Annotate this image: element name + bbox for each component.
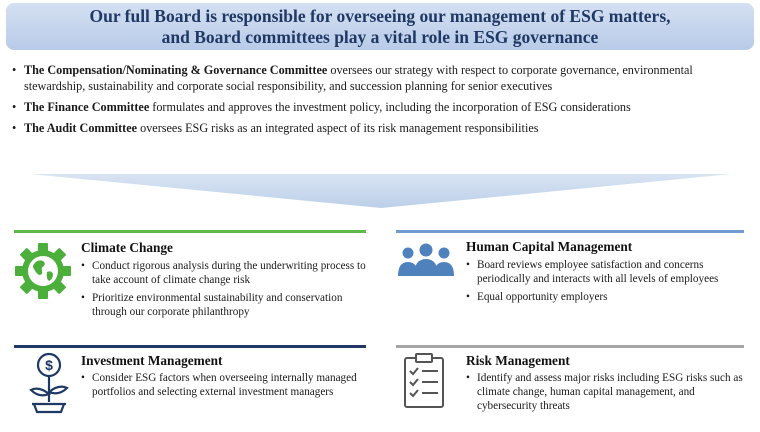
money-plant-icon (26, 352, 72, 414)
list-item: • Board reviews employee satisfaction and concerns periodically and interacts with all levels of employees (466, 258, 744, 286)
committee-description: formulates and approves the investment policy, including the incorporation of ESG considerations (149, 100, 631, 114)
svg-text:$: $ (45, 357, 53, 373)
panel-bullet-list (466, 371, 744, 417)
investment-management-panel (14, 345, 366, 430)
climate-change-panel (14, 230, 366, 330)
committee-description: oversees our strategy with respect to corporate governance, environmental stewardship, sustainability and corporate social responsibility, and succession planning for senior executives (24, 63, 693, 93)
panel-title: Climate Change (81, 240, 173, 255)
committee-list (10, 62, 755, 141)
panel-bullet-list (81, 371, 366, 403)
human-capital-panel (396, 230, 744, 330)
checklist-icon (402, 352, 446, 410)
panel-title: Risk Management (466, 353, 570, 368)
chevron-down-icon (30, 174, 732, 208)
panel-bullet-list (81, 259, 366, 323)
panel-bullet-list (466, 258, 744, 308)
header-banner (6, 3, 754, 50)
committee-description: oversees ESG risks as an integrated aspect of its risk management responsibilities (137, 121, 539, 135)
committee-name: The Finance Committee (24, 100, 150, 114)
committee-name: The Compensation/Nominating & Governance Committee (24, 63, 328, 77)
banner-line-2: and Board committees play a vital role in ESG governance (161, 27, 599, 47)
list-item: • Prioritize environmental sustainability and conservation through our corporate philanthropy (81, 291, 366, 319)
list-item: • Equal opportunity employers (466, 290, 744, 304)
panel-title: Investment Management (81, 353, 223, 368)
list-item: • Conduct rigorous analysis during the underwriting process to take account of climate change risk (81, 259, 366, 287)
panel-divider (14, 230, 366, 233)
people-group-icon (396, 240, 456, 280)
committee-item (10, 62, 755, 94)
risk-management-panel (396, 345, 744, 430)
panel-divider (396, 345, 744, 348)
banner-line-1: Our full Board is responsible for overseeing our management of ESG matters, (89, 6, 671, 26)
panel-title: Human Capital Management (466, 239, 633, 254)
list-item: • Consider ESG factors when overseeing internally managed portfolios and selecting external investment managers (81, 371, 366, 399)
committee-item (10, 99, 755, 115)
committee-name: The Audit Committee (24, 121, 138, 135)
list-item: • Identify and assess major risks including ESG risks such as climate change, human capital management, and cybersecurity threats (466, 371, 744, 413)
committee-item (10, 120, 755, 136)
panel-divider (396, 230, 744, 233)
globe-gear-icon (14, 242, 72, 300)
panel-divider (14, 345, 366, 348)
